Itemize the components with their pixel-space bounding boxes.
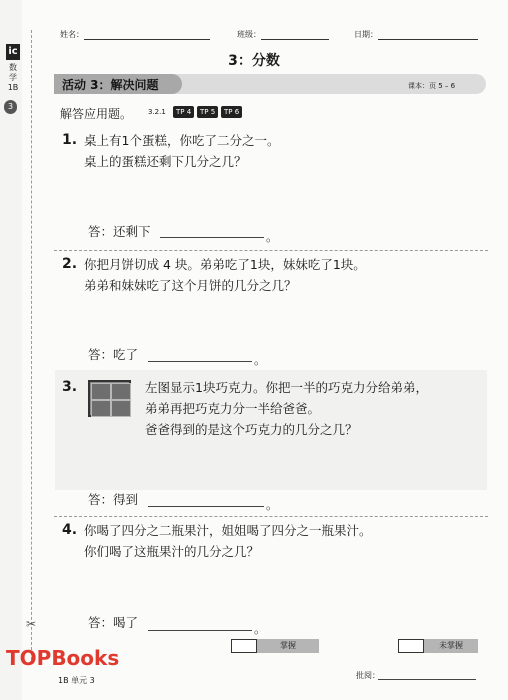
class-field[interactable] bbox=[237, 29, 329, 40]
question-number: 4. bbox=[62, 522, 78, 538]
topbooks-watermark bbox=[6, 646, 119, 670]
publisher-logo: ic bbox=[6, 44, 20, 60]
date-label: 日期： bbox=[354, 30, 378, 39]
question-line: 桌上有1个蛋糕，你吃了二分之一。 bbox=[84, 133, 280, 148]
question-number: 2. bbox=[62, 256, 78, 272]
not-mastered-label: 未掌握 bbox=[424, 639, 478, 653]
spine-unit-number: 3 bbox=[4, 100, 17, 114]
name-field[interactable] bbox=[60, 29, 210, 40]
instruction-text: 解答应用题。 bbox=[60, 107, 133, 121]
answer-line[interactable] bbox=[148, 629, 252, 631]
question-number: 3. bbox=[62, 379, 78, 395]
watermark-books: Books bbox=[51, 646, 120, 670]
spine-subject-line-1: 数 bbox=[9, 63, 17, 72]
mastered-label: 掌握 bbox=[257, 639, 319, 653]
mastered-checkbox[interactable] bbox=[231, 639, 257, 653]
question-line: 你喝了四分之二瓶果汁，姐姐喝了四分之一瓶果汁。 bbox=[84, 523, 372, 538]
cut-line bbox=[31, 30, 32, 660]
date-field[interactable] bbox=[354, 29, 478, 40]
question-line: 弟弟再把巧克力分一半给爸爸。 bbox=[145, 401, 321, 416]
answer-line[interactable] bbox=[148, 360, 252, 362]
question-separator bbox=[54, 250, 488, 251]
watermark-top: TOP bbox=[6, 646, 52, 670]
review-label: 批阅： bbox=[356, 671, 380, 680]
not-mastered-checkbox[interactable] bbox=[398, 639, 424, 653]
question-line: 爸爸得到的是这个巧克力的几分之几？ bbox=[145, 422, 358, 437]
question-line: 左图显示1块巧克力。你把一半的巧克力分给弟弟， bbox=[145, 380, 428, 395]
spine-subject-line-2: 学 bbox=[9, 73, 17, 82]
date-line[interactable] bbox=[378, 29, 478, 40]
chocolate-piece bbox=[111, 400, 131, 417]
answer-period: 。 bbox=[254, 622, 267, 636]
chocolate-piece bbox=[111, 383, 131, 400]
question-text bbox=[84, 130, 279, 172]
class-line[interactable] bbox=[261, 29, 329, 40]
question-line: 你把月饼切成 4 块。弟弟吃了1块，妹妹吃了1块。 bbox=[84, 257, 366, 272]
answer-line[interactable] bbox=[160, 236, 264, 238]
tp-tag: TP 5 bbox=[197, 106, 218, 118]
question-number: 1. bbox=[62, 132, 78, 148]
question-text bbox=[84, 520, 372, 562]
question-line: 桌上的蛋糕还剩下几分之几？ bbox=[84, 154, 247, 169]
answer-prefix: 答：吃了 bbox=[88, 347, 139, 362]
question-line: 你们喝了这瓶果汁的几分之几？ bbox=[84, 544, 260, 559]
question-text bbox=[84, 254, 366, 296]
answer-prefix: 答：得到 bbox=[88, 492, 139, 507]
review-line[interactable] bbox=[378, 679, 476, 680]
class-label: 班级： bbox=[237, 30, 261, 39]
name-label: 姓名： bbox=[60, 30, 84, 39]
textbook-reference: 课本：页 5 – 6 bbox=[408, 82, 456, 90]
question-text bbox=[145, 377, 428, 440]
answer-period: 。 bbox=[254, 353, 267, 367]
question-separator bbox=[54, 516, 488, 517]
chocolate-piece bbox=[91, 400, 111, 417]
tp-tag: TP 6 bbox=[221, 106, 242, 118]
answer-line[interactable] bbox=[148, 505, 264, 507]
answer-prefix: 答：喝了 bbox=[88, 615, 139, 630]
chocolate-bar-image bbox=[88, 380, 131, 417]
name-line[interactable] bbox=[84, 29, 210, 40]
answer-period: 。 bbox=[266, 230, 279, 244]
answer-prefix: 答：还剩下 bbox=[88, 224, 151, 239]
spine-grade: 1B bbox=[7, 83, 19, 92]
page-footer-label: 1B 单元 3 bbox=[58, 676, 95, 685]
question-line: 弟弟和妹妹吃了这个月饼的几分之几？ bbox=[84, 278, 297, 293]
unit-title: 3：分数 bbox=[228, 53, 280, 69]
tp-tag: TP 4 bbox=[173, 106, 194, 118]
chocolate-piece bbox=[91, 383, 111, 400]
standard-code: 3.2.1 bbox=[148, 108, 166, 116]
scissors-icon: ✂ bbox=[26, 617, 37, 631]
answer-period: 。 bbox=[266, 498, 279, 512]
activity-title: 活动 3：解决问题 bbox=[62, 78, 159, 92]
